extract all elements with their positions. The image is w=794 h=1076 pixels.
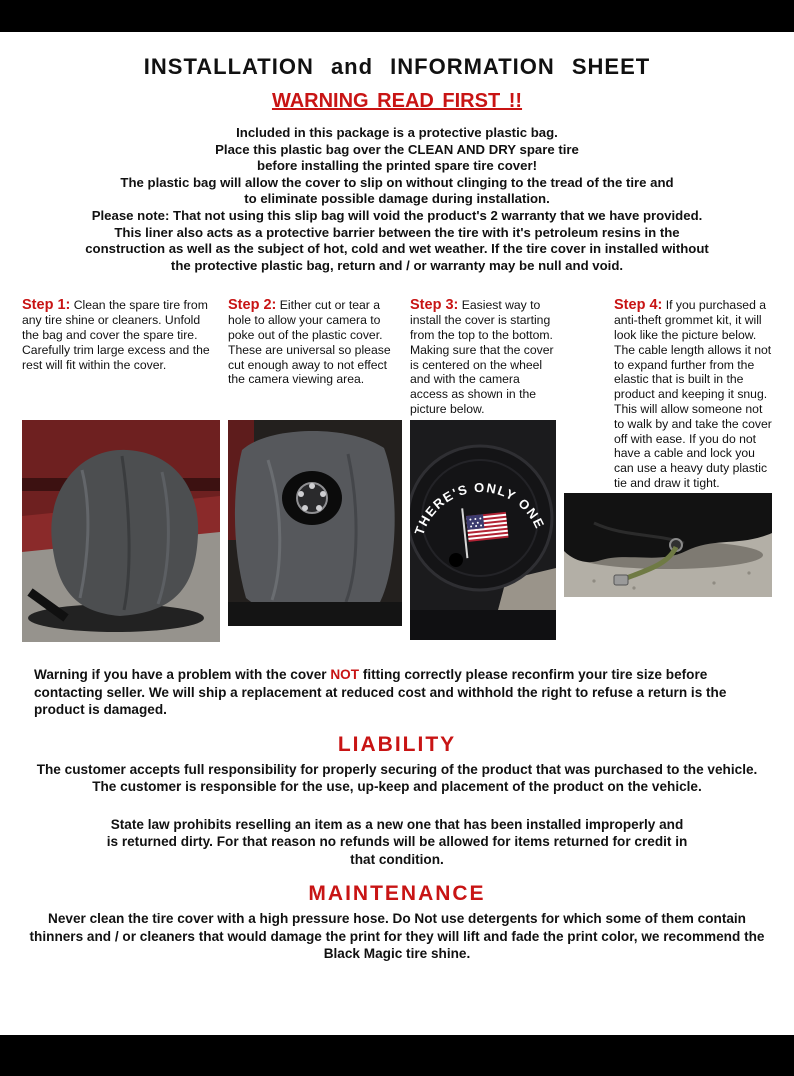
camera-knob (449, 553, 463, 567)
lug-nut (302, 505, 308, 511)
lug-nut (316, 505, 322, 511)
step-3-label: Step 3: (410, 297, 459, 314)
intro-line: Place this plastic bag over the CLEAN AND DRY spare tire (215, 141, 579, 157)
photo-installed-cover-svg (410, 420, 556, 640)
lug-nut (320, 491, 326, 497)
step-1-column (22, 298, 220, 642)
flag-canton (466, 515, 484, 531)
intro-line: Included in this package is a protective plastic bag. (236, 125, 558, 140)
step-2-column (228, 298, 402, 642)
warning-heading: WARNING READ FIRST !! (271, 90, 523, 112)
step-2-text (228, 298, 402, 418)
step-1-body: Clean the spare tire from any tire shine or cleaners. Unfold the bag and cover the spare tire. Carefully trim large excess and the rest will fit within the cover. (22, 298, 210, 372)
photo-cover-draped-on-tire (22, 420, 220, 642)
intro-line: Please note: That not using this slip bag will void the product's 2 warranty that we have provided. (91, 207, 703, 223)
liability-paragraph-2: State law prohibits reselling an item as a new one that has been installed improperly and is returned dirty. For that reason no refunds will be allowed for items returned for credit in that condition. (106, 816, 688, 867)
lug-nut (309, 483, 315, 489)
step-3-body: Easiest way to install the cover is starting from the top to the bottom. Making sure that the cover is centered on the wheel and with the camera access as shown in the picture below. (410, 298, 554, 416)
step-1-label: Step 1: (22, 297, 71, 314)
photo-cable-grommet-svg (564, 493, 772, 597)
liability-paragraph-1: The customer accepts full responsibility for properly securing of the product that was purchased to the vehicle. The customer is responsible for the use, up-keep and placement of the product on the vehicle. (36, 761, 758, 795)
fit-warning-after: fitting correctly please reconfirm your tire size before contacting seller. We will ship a replacement at reduced cost and withhold the right to refuse a return is the product is damaged. (34, 667, 727, 718)
step-3-column (410, 298, 556, 642)
liability-heading: LIABILITY (337, 732, 457, 756)
step-4-text (564, 298, 772, 490)
photo-camera-hole-svg (228, 420, 402, 626)
maintenance-heading: MAINTENANCE (308, 882, 486, 906)
page-title: INSTALLATION and INFORMATION SHEET (143, 54, 651, 79)
step-4-column (564, 298, 772, 642)
maintenance-paragraph: Never clean the tire cover with a high pressure hose. Do Not use detergents for which some of them contain thinners and / or cleaners that would damage the print for they will lift and fade the print color, we recommend the Black Magic tire shine. (29, 911, 765, 962)
fit-warning-before: Warning if you have a problem with the cover (34, 667, 331, 683)
intro-line: This liner also acts as a protective barrier between the tire with it's petroleum resins in the (114, 224, 680, 240)
steps-section (22, 298, 772, 642)
intro-line: The plastic bag will allow the cover to slip on without clinging to the tread of the tire and (120, 174, 674, 190)
photo-cover-draped-svg (22, 420, 220, 642)
intro-paragraph (22, 125, 772, 274)
fit-warning-paragraph (22, 666, 772, 719)
intro-line: to eliminate possible damage during installation. (244, 191, 550, 207)
fit-warning-not: NOT (330, 667, 360, 683)
cover-arc-text: THERE'S ONLY ONE (411, 480, 548, 538)
sheet-paper (0, 32, 794, 1035)
step-3-text (410, 298, 556, 418)
photo-anti-theft-cable-grommet (564, 493, 772, 597)
step-4-body: If you purchased a anti-theft grommet kit, it will look like the picture below. The cable length allows it not to expand further from the elastic that is built in the product and keeping it snug. This will allow someone not to walk by and take the cover off with ease. If you do not have a cable and lock you can use a heavy duty plastic tie and draw it tight. (614, 298, 772, 490)
intro-line: construction as well as the subject of hot, cold and wet weather. If the tire cover in installed without (85, 241, 709, 257)
step-4-label: Step 4: (614, 297, 663, 314)
photo-installed-cover-flag-print (410, 420, 556, 640)
photo-camera-hole-cutout (228, 420, 402, 626)
intro-line: before installing the printed spare tire cover! (257, 158, 537, 174)
padlock (614, 575, 628, 585)
lug-nut (298, 491, 304, 497)
step-1-text (22, 298, 220, 418)
step-2-label: Step 2: (228, 297, 277, 314)
intro-line: the protective plastic bag, return and / or warranty may be null and void. (170, 257, 624, 273)
step-2-body: Either cut or tear a hole to allow your camera to poke out of the plastic cover. These are universal so please cut enough away to not effect the camera viewing area. (228, 298, 391, 387)
